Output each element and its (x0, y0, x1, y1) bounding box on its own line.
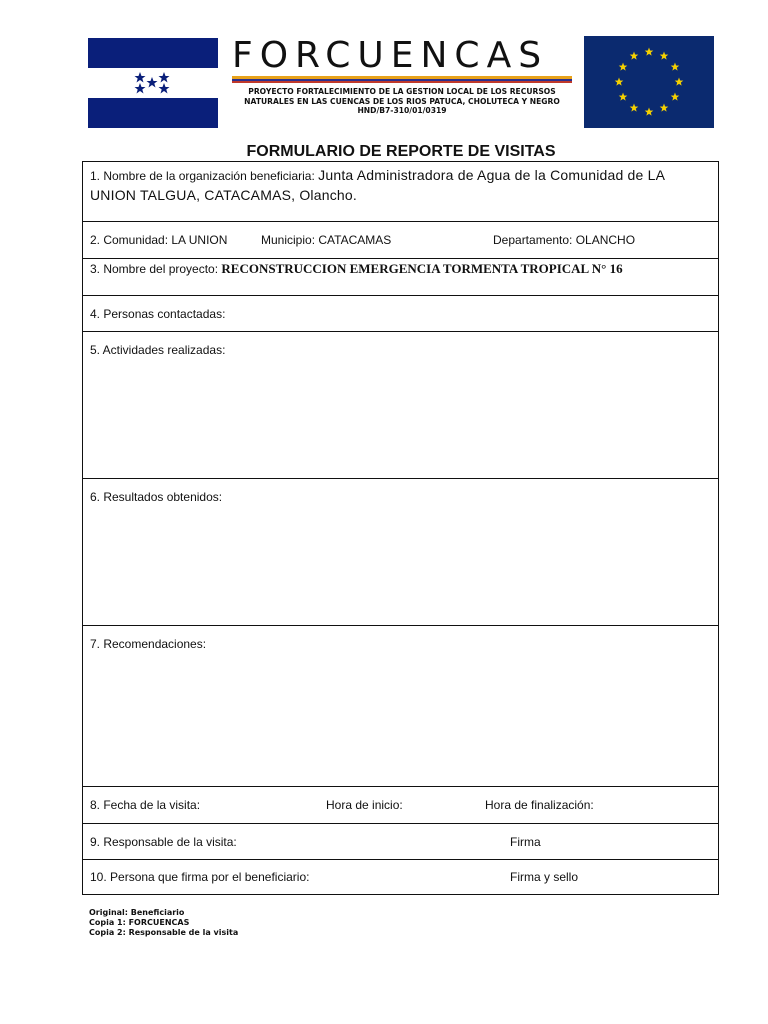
field-persona-firma[interactable]: 10. Persona que firma por el beneficiario: (90, 870, 310, 884)
subtitle-line-1: PROYECTO FORTALECIMIENTO DE LA GESTION LOCAL DE LOS RECURSOS (248, 87, 556, 96)
footer-line-original: Original: Beneficiario (89, 908, 185, 917)
row-fecha (83, 787, 718, 824)
row-organizacion (83, 162, 718, 222)
field-municipio[interactable]: Municipio: CATACAMAS (261, 233, 392, 247)
honduras-flag-icon (88, 38, 218, 128)
eu-star-icon (671, 93, 680, 101)
row-comunidad (83, 222, 718, 259)
label-personas-contactadas: 4. Personas contactadas: (90, 307, 226, 321)
subtitle-line-2: NATURALES EN LAS CUENCAS DE LOS RIOS PATUCA, CHOLUTECA Y NEGRO (244, 96, 560, 106)
field-hora-inicio[interactable]: Hora de inicio: (326, 798, 403, 812)
eu-star-icon (671, 63, 680, 71)
project-subtitle (232, 87, 572, 116)
eu-star-icon (619, 93, 628, 101)
eu-star-icon (645, 108, 654, 116)
label-proyecto: 3. Nombre del proyecto: (90, 262, 222, 276)
row-proyecto (83, 259, 718, 296)
field-responsable[interactable]: 9. Responsable de la visita: (90, 835, 237, 849)
eu-star-icon (630, 52, 639, 60)
project-title-block (232, 36, 578, 128)
row-recomendaciones[interactable] (83, 626, 718, 787)
subtitle-line-3: HND/B7-310/01/0319 (357, 106, 447, 116)
eu-star-icon (619, 63, 628, 71)
row-persona-firma (83, 860, 718, 894)
row-responsable (83, 824, 718, 860)
value-organizacion-line2[interactable]: UNION TALGUA, CATACAMAS, Olancho. (90, 187, 357, 203)
field-hora-finalizacion[interactable]: Hora de finalización: (485, 798, 594, 812)
eu-flag-icon (584, 36, 714, 128)
visit-report-form (82, 161, 719, 895)
eu-star-icon (630, 103, 639, 111)
row-personas-contactadas[interactable] (83, 296, 718, 332)
brand-stripes (232, 76, 578, 83)
value-organizacion-line1[interactable]: Junta Administradora de Agua de la Comunidad de LA (318, 167, 666, 183)
label-organizacion: 1. Nombre de la organización beneficiaria: (90, 169, 319, 183)
copy-distribution-note (89, 908, 238, 938)
field-comunidad[interactable]: 2. Comunidad: LA UNION (90, 233, 228, 247)
field-fecha-visita[interactable]: 8. Fecha de la visita: (90, 798, 201, 812)
value-proyecto[interactable]: RECONSTRUCCION EMERGENCIA TORMENTA TROPICAL N° 16 (221, 261, 623, 276)
label-actividades: 5. Actividades realizadas: (90, 343, 226, 357)
eu-star-icon (645, 48, 654, 56)
field-firma[interactable]: Firma (510, 835, 541, 849)
brand-logo-text: FORCUENCAS (232, 35, 549, 76)
row-actividades[interactable] (83, 332, 718, 479)
footer-line-copia-2: Copia 2: Responsable de la visita (89, 928, 239, 937)
field-departamento[interactable]: Departamento: OLANCHO (493, 233, 636, 247)
field-firma-sello[interactable]: Firma y sello (510, 870, 579, 884)
eu-star-icon (660, 103, 669, 111)
form-title: FORMULARIO DE REPORTE DE VISITAS (246, 143, 556, 160)
document-header (88, 36, 714, 128)
row-resultados[interactable] (83, 479, 718, 626)
eu-star-icon (660, 52, 669, 60)
label-resultados: 6. Resultados obtenidos: (90, 490, 223, 504)
label-recomendaciones: 7. Recomendaciones: (90, 637, 207, 651)
eu-star-icon (615, 78, 624, 86)
footer-line-copia-1: Copia 1: FORCUENCAS (89, 918, 190, 927)
eu-star-icon (675, 78, 684, 86)
